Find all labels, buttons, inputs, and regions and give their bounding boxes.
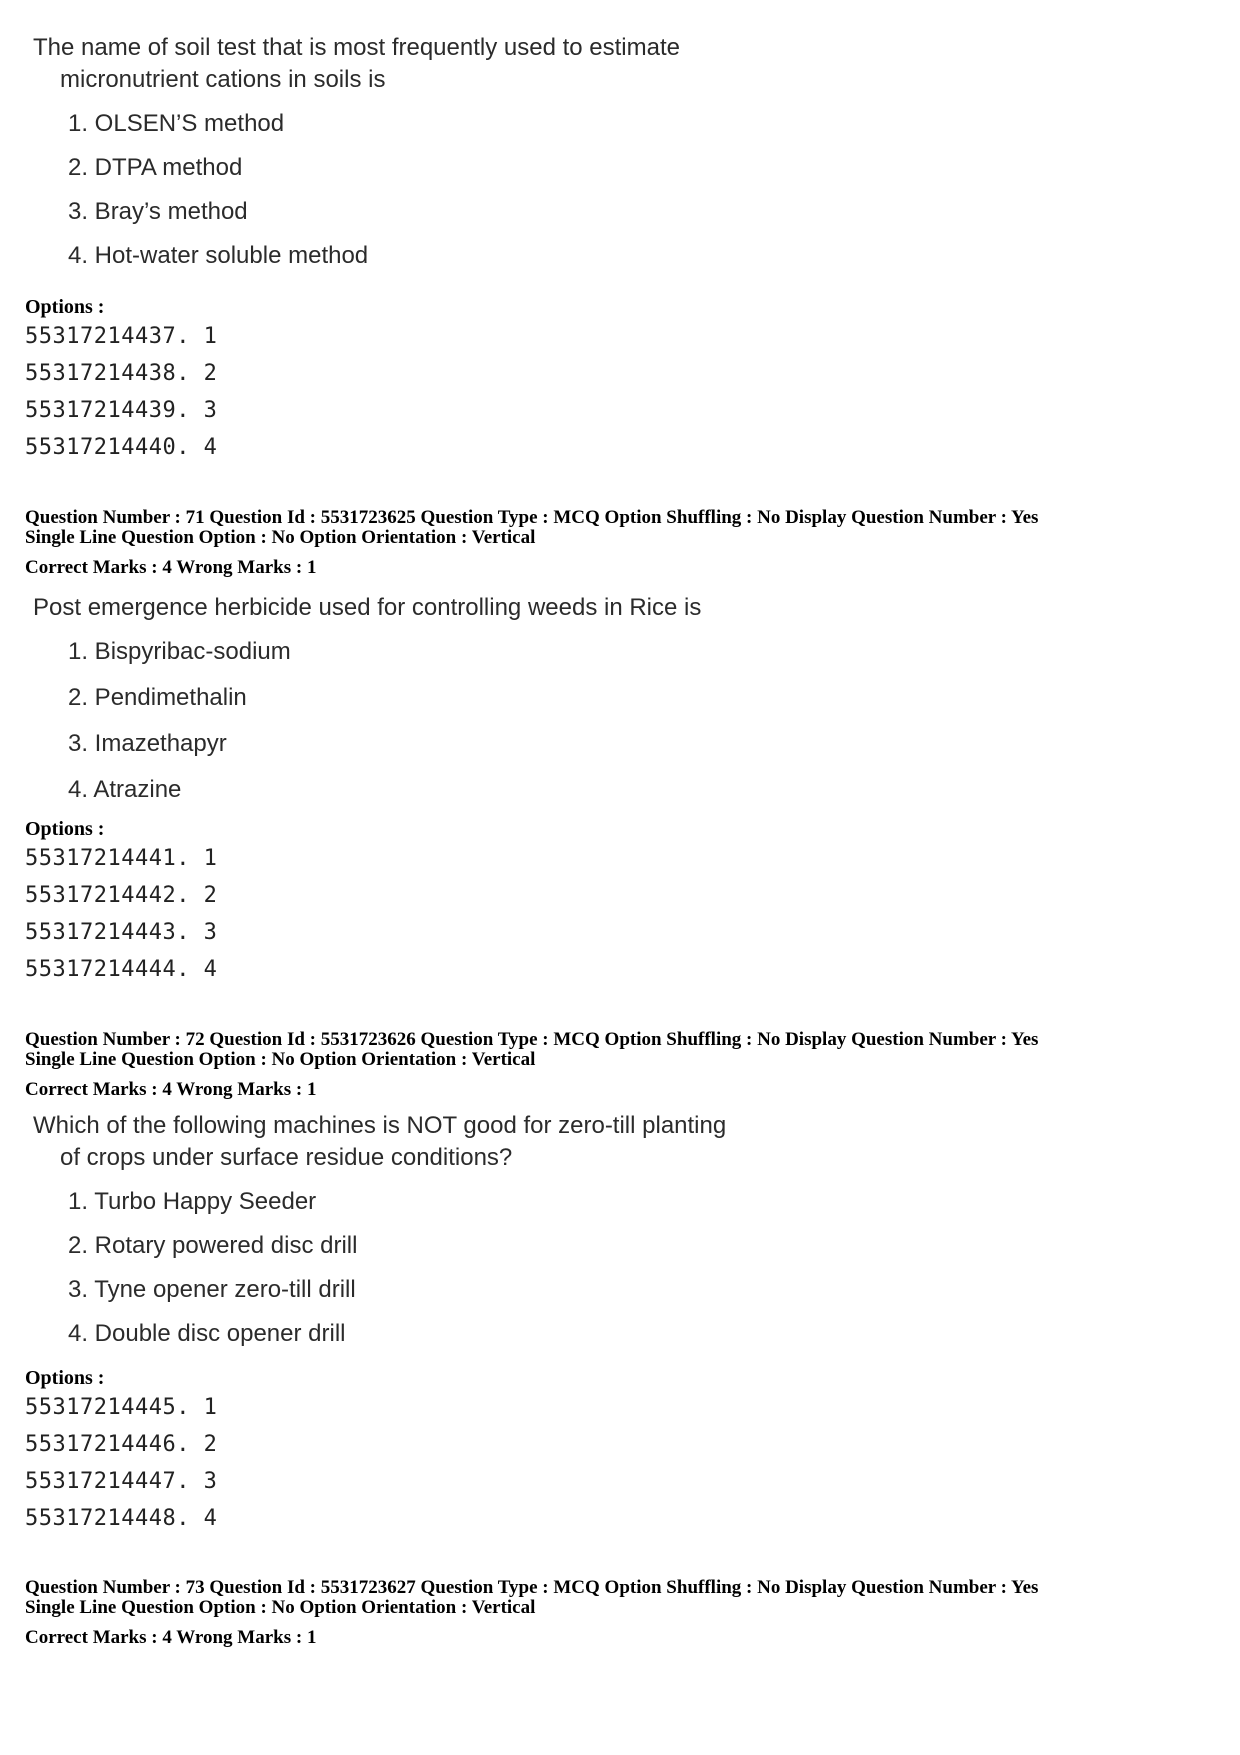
- question-meta-line: Question Number : 71 Question Id : 5531723625 Question Type : MCQ Option Shuffling : No Display Question Number : Yes: [25, 507, 1039, 528]
- question-choice: 4. Hot-water soluble method: [68, 242, 369, 269]
- question-stem: [33, 32, 753, 96]
- question-choice: 1. Bispyribac-sodium: [68, 638, 291, 665]
- option-row: 55317214445. 1: [25, 1395, 218, 1420]
- question-choice: 3. Imazethapyr: [68, 730, 227, 757]
- options-label: Options :: [25, 1367, 105, 1389]
- question-choice: 4. Atrazine: [68, 776, 182, 803]
- option-row: 55317214437. 1: [25, 324, 218, 349]
- question-meta-line: Single Line Question Option : No Option Orientation : Vertical: [25, 1597, 536, 1618]
- question-choice: 3. Bray’s method: [68, 198, 248, 225]
- option-row: 55317214441. 1: [25, 846, 218, 871]
- question-meta-line: Single Line Question Option : No Option Orientation : Vertical: [25, 1049, 536, 1070]
- marks-line: Correct Marks : 4 Wrong Marks : 1: [25, 1079, 317, 1100]
- option-row: 55317214438. 2: [25, 361, 218, 386]
- question-stem-line: micronutrient cations in soils is: [60, 66, 386, 93]
- option-row: 55317214442. 2: [25, 883, 218, 908]
- question-stem: [33, 592, 753, 624]
- option-row: 55317214447. 3: [25, 1469, 218, 1494]
- option-row: 55317214448. 4: [25, 1506, 218, 1531]
- option-row: 55317214446. 2: [25, 1432, 218, 1457]
- question-stem-line: Which of the following machines is NOT good for zero-till planting: [33, 1112, 727, 1139]
- question-choice: 1. OLSEN’S method: [68, 110, 285, 137]
- question-choice: 3. Tyne opener zero-till drill: [68, 1276, 356, 1303]
- question-meta-line: Question Number : 72 Question Id : 5531723626 Question Type : MCQ Option Shuffling : No Display Question Number : Yes: [25, 1029, 1039, 1050]
- question-choice: 2. Pendimethalin: [68, 684, 247, 711]
- question-stem: [33, 1110, 753, 1174]
- question-choice: 1. Turbo Happy Seeder: [68, 1188, 317, 1215]
- question-choice: 2. DTPA method: [68, 154, 243, 181]
- option-row: 55317214444. 4: [25, 957, 218, 982]
- question-stem-line: of crops under surface residue conditions?: [60, 1144, 513, 1171]
- marks-line: Correct Marks : 4 Wrong Marks : 1: [25, 1627, 317, 1648]
- options-label: Options :: [25, 296, 105, 318]
- marks-line: Correct Marks : 4 Wrong Marks : 1: [25, 557, 317, 578]
- question-stem-line: The name of soil test that is most frequently used to estimate: [33, 34, 680, 61]
- option-row: 55317214439. 3: [25, 398, 218, 423]
- options-label: Options :: [25, 818, 105, 840]
- option-row: 55317214440. 4: [25, 435, 218, 460]
- option-row: 55317214443. 3: [25, 920, 218, 945]
- question-choice: 4. Double disc opener drill: [68, 1320, 346, 1347]
- question-stem-line: Post emergence herbicide used for controlling weeds in Rice is: [33, 594, 702, 621]
- question-meta-line: Single Line Question Option : No Option Orientation : Vertical: [25, 527, 536, 548]
- question-meta-line: Question Number : 73 Question Id : 5531723627 Question Type : MCQ Option Shuffling : No Display Question Number : Yes: [25, 1577, 1039, 1598]
- question-choice: 2. Rotary powered disc drill: [68, 1232, 358, 1259]
